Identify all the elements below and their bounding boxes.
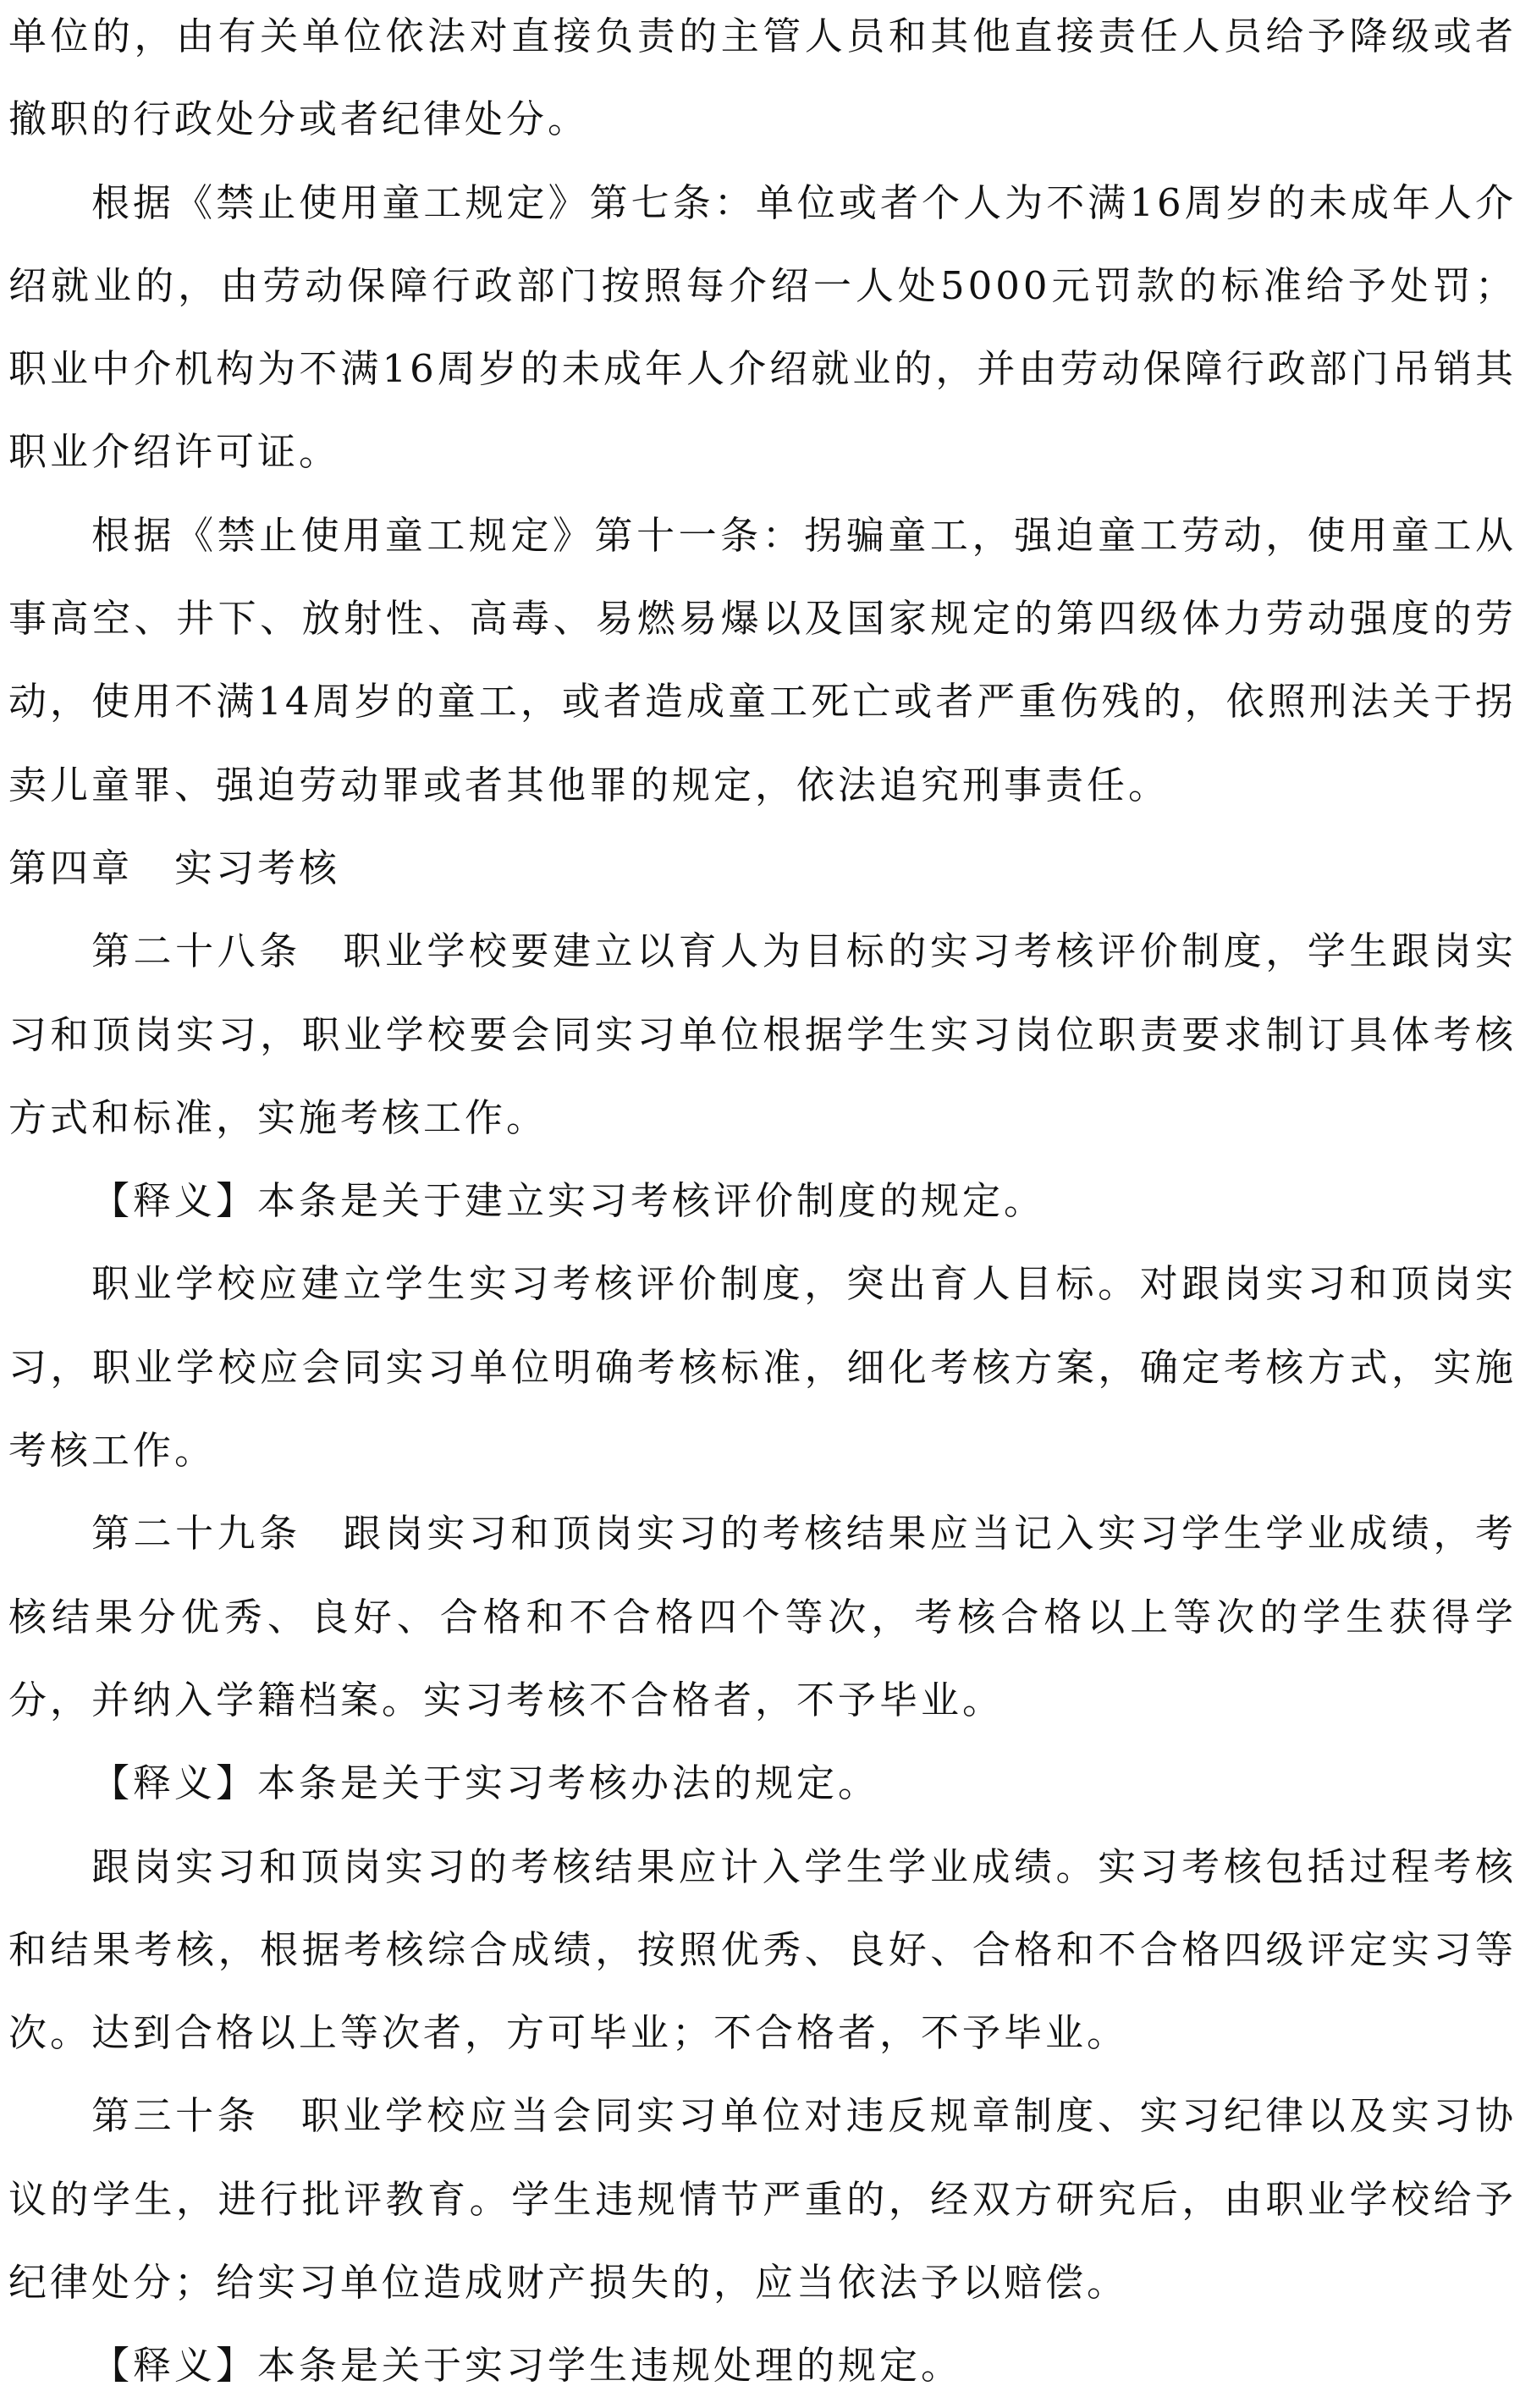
paragraph-article-29: 第二十九条 跟岗实习和顶岗实习的考核结果应当记入实习学生学业成绩，考核结果分优秀、良好、合格和不合格四个等次，考核合格以上等次的学生获得学分，并纳入学籍档案。实习考核不合格者，不予毕业。 (8, 1511, 1517, 1722)
paragraph-note-29: 【释义】本条是关于实习考核办法的规定。 (91, 1761, 880, 1806)
paragraph-article-7: 根据《禁止使用童工规定》第七条：单位或者个人为不满16周岁的未成年人介绍就业的，由劳动保障行政部门按照每介绍一人处5000元罚款的标准给予处罚；职业中介机构为不满16周岁的未成年人介绍就业的，并由劳动保障行政部门吊销其职业介绍许可证。 (8, 179, 1517, 475)
paragraph-explain-29: 跟岗实习和顶岗实习的考核结果应计入学生学业成绩。实习考核包括过程考核和结果考核，根据考核综合成绩，按照优秀、良好、合格和不合格四级评定实习等次。达到合格以上等次者，方可毕业；不合格者，不予毕业。 (8, 1843, 1517, 2056)
paragraph-note-30: 【释义】本条是关于实习学生违规处理的规定。 (91, 2343, 963, 2389)
paragraph-continuation: 单位的，由有关单位依法对直接负责的主管人员和其他直接责任人员给予降级或者撤职的行政处分或者纪律处分。 (8, 14, 1517, 142)
paragraph-explain-28: 职业学校应建立学生实习考核评价制度，突出育人目标。对跟岗实习和顶岗实习，职业学校应会同实习单位明确考核标准，细化考核方案，确定考核方式，实施考核工作。 (8, 1261, 1517, 1474)
paragraph-article-11: 根据《禁止使用童工规定》第十一条：拐骗童工，强迫童工劳动，使用童工从事高空、井下、放射性、高毒、易燃易爆以及国家规定的第四级体力劳动强度的劳动，使用不满14周岁的童工，或者造成童工死亡或者严重伤残的，依照刑法关于拐卖儿童罪、强迫劳动罪或者其他罪的规定，依法追究刑事责任。 (8, 512, 1517, 807)
paragraph-article-30: 第三十条 职业学校应当会同实习单位对违反规章制度、实习纪律以及实习协议的学生，进行批评教育。学生违规情节严重的，经双方研究后，由职业学校给予纪律处分；给实习单位造成财产损失的，应当依法予以赔偿。 (8, 2093, 1517, 2306)
paragraph-article-28: 第二十八条 职业学校要建立以育人为目标的实习考核评价制度，学生跟岗实习和顶岗实习，职业学校要会同实习单位根据学生实习岗位职责要求制订具体考核方式和标准，实施考核工作。 (8, 928, 1517, 1140)
paragraph-note-28: 【释义】本条是关于建立实习考核评价制度的规定。 (91, 1178, 1046, 1224)
chapter-heading: 第四章 实习考核 (8, 845, 341, 890)
